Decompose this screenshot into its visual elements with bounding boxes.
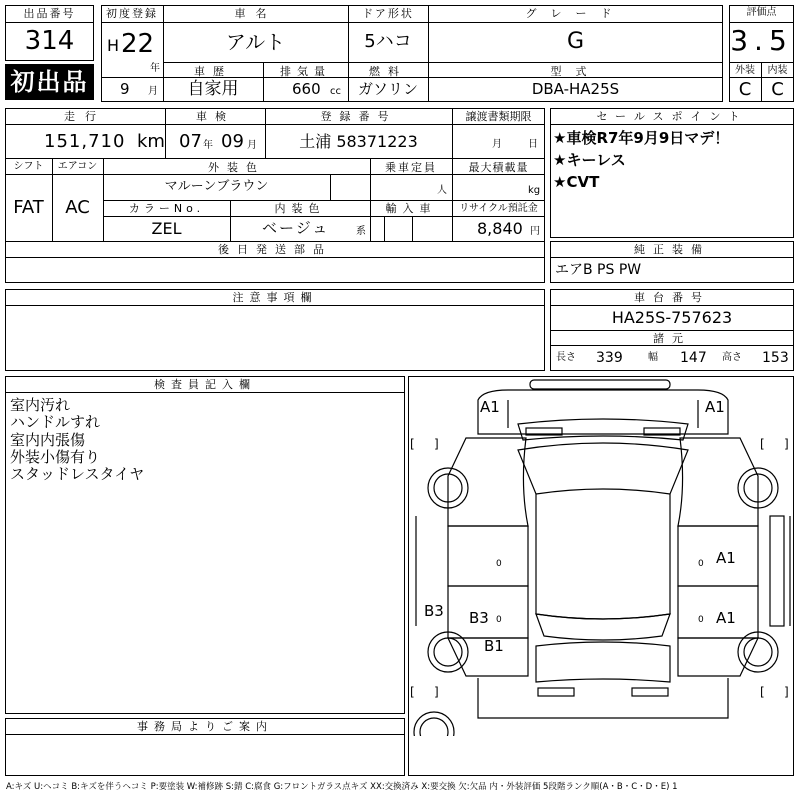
transfer-deadline-label: 譲渡書類期限 bbox=[465, 110, 532, 123]
score-label: 評価点 bbox=[746, 7, 777, 18]
svg-text:0: 0 bbox=[496, 615, 502, 625]
svg-text:0: 0 bbox=[698, 615, 704, 625]
chassis-number: HA25S-757623 bbox=[611, 308, 733, 327]
recycle-fee: 8,840 bbox=[477, 219, 523, 238]
svg-text:]: ] bbox=[784, 437, 789, 451]
height-label: 高さ bbox=[722, 352, 742, 363]
mileage-label: 走行 bbox=[64, 110, 106, 123]
history-label: 車歴 bbox=[194, 65, 232, 78]
grade: G bbox=[566, 29, 585, 54]
import-label: 輸入車 bbox=[385, 202, 437, 215]
registration-month: 9 bbox=[120, 80, 130, 98]
ac-label: エアコン bbox=[57, 161, 98, 172]
year-unit: 年 bbox=[150, 63, 160, 74]
inspector-notes bbox=[10, 397, 144, 483]
height: 153 bbox=[762, 350, 789, 366]
car-name: アルト bbox=[225, 30, 286, 54]
inspector-note: 室内内張傷 bbox=[10, 430, 86, 449]
plate-label: 登録番号 bbox=[320, 110, 397, 123]
score: 3.5 bbox=[730, 24, 793, 57]
fuel: ガソリン bbox=[357, 80, 418, 98]
sales-point-1: ★車検R7年9月9日マデ！ bbox=[553, 129, 730, 147]
width: 147 bbox=[680, 350, 707, 366]
damage-mark: A1 bbox=[705, 398, 725, 416]
capacity-label: 乗車定員 bbox=[385, 161, 437, 174]
sales-points-label: セールスポイント bbox=[596, 110, 748, 123]
inspector-note: 室内汚れ bbox=[10, 396, 71, 414]
transfer-day-unit: 日 bbox=[528, 139, 538, 150]
chassis-number-label: 車台番号 bbox=[634, 291, 710, 304]
first-registration-label: 初度登録 bbox=[106, 7, 158, 20]
interior-grade: C bbox=[771, 79, 784, 100]
lot-number: 314 bbox=[24, 26, 75, 56]
capacity-unit: 人 bbox=[437, 185, 447, 196]
svg-text:[: [ bbox=[410, 685, 415, 699]
svg-text:]: ] bbox=[434, 685, 439, 699]
damage-mark: B3 bbox=[469, 609, 489, 627]
inspection-year: 07 bbox=[179, 131, 202, 152]
svg-text:0: 0 bbox=[698, 559, 704, 569]
damage-mark: A1 bbox=[716, 609, 736, 627]
displacement-unit: cc bbox=[330, 86, 341, 97]
color-no-label: カラーNo. bbox=[128, 202, 205, 215]
diagram-frame bbox=[408, 376, 794, 776]
door-type: 5ハコ bbox=[364, 31, 412, 52]
exterior-color-label: 外装色 bbox=[208, 161, 265, 174]
svg-text:]: ] bbox=[784, 685, 789, 699]
recycle-fee-unit: 円 bbox=[530, 226, 540, 237]
model-code: DBA-HA25S bbox=[531, 80, 620, 98]
damage-mark: A1 bbox=[716, 549, 736, 567]
era-letter: H bbox=[107, 36, 120, 55]
exterior-label: 外装 bbox=[735, 65, 755, 76]
length-label: 長さ bbox=[556, 352, 576, 363]
exterior-grade: C bbox=[738, 79, 752, 100]
transfer-month-unit: 月 bbox=[492, 139, 502, 150]
interior-color-label: 内装色 bbox=[274, 202, 326, 215]
notes-label: 注意事項欄 bbox=[232, 291, 318, 304]
inspection-month: 09 bbox=[221, 131, 244, 152]
mileage: 151,710 bbox=[44, 131, 126, 152]
ac: AC bbox=[65, 197, 90, 218]
interior-label: 内装 bbox=[767, 65, 788, 76]
inspector-note: スタッドレスタイヤ bbox=[10, 465, 145, 483]
damage-mark: B3 bbox=[424, 602, 444, 620]
shift: FAT bbox=[13, 197, 44, 218]
svg-text:[: [ bbox=[410, 437, 415, 451]
model-code-label: 型式 bbox=[550, 65, 601, 78]
later-parts-label: 後日発送部品 bbox=[218, 243, 332, 256]
door-type-label: ドア形状 bbox=[362, 7, 414, 20]
history: 自家用 bbox=[187, 79, 239, 99]
displacement: 660 bbox=[292, 80, 321, 98]
lot-number-label: 出品番号 bbox=[23, 7, 76, 20]
fuel-label: 燃料 bbox=[369, 65, 407, 78]
svg-text:[: [ bbox=[760, 437, 765, 451]
first-listing-badge: 初出品 bbox=[5, 64, 94, 100]
equipment-label: 純正装備 bbox=[634, 243, 710, 256]
car-name-label: 車名 bbox=[234, 7, 277, 20]
color-no: ZEL bbox=[151, 219, 182, 238]
sales-point-3: ★CVT bbox=[553, 173, 600, 191]
inspection-month-unit: 月 bbox=[247, 140, 257, 151]
month-unit: 月 bbox=[148, 86, 158, 97]
damage-mark: B1 bbox=[484, 637, 504, 655]
inspection-year-unit: 年 bbox=[203, 140, 213, 151]
sales-point-2: ★キーレス bbox=[553, 151, 626, 169]
interior-color-suffix: 系 bbox=[356, 226, 366, 237]
svg-text:]: ] bbox=[434, 437, 439, 451]
grade-label: グレード bbox=[525, 7, 626, 20]
legend: A:キズ U:ヘコミ B:キズを伴うヘコミ P:要塗装 W:補修跡 S:錆 C:腐食 G:フロントガラス点キズ XX:交換済み X:要交換 欠:欠品 内・外装評価 5段階ランク順(A・B・C・D・E) 1 bbox=[6, 782, 678, 792]
plate-number: 土浦 58371223 bbox=[299, 132, 418, 151]
specs-label: 諸元 bbox=[653, 332, 691, 345]
damage-mark: A1 bbox=[480, 398, 500, 416]
equipment-list: エアB PS PW bbox=[555, 262, 642, 278]
width-label: 幅 bbox=[648, 352, 658, 363]
inspection-label: 車検 bbox=[196, 110, 234, 123]
length: 339 bbox=[596, 350, 623, 366]
mileage-unit: km bbox=[137, 131, 165, 152]
interior-color: ベージュ bbox=[262, 219, 330, 237]
displacement-label: 排気量 bbox=[280, 65, 331, 78]
inspector-note: 外装小傷有り bbox=[10, 447, 101, 466]
shift-label: シフト bbox=[13, 161, 44, 172]
max-load-label: 最大積載量 bbox=[468, 161, 529, 174]
exterior-color: マルーンブラウン bbox=[164, 179, 269, 194]
recycle-fee-label: リサイクル預託金 bbox=[459, 203, 538, 214]
inspector-note: ハンドルすれ bbox=[10, 413, 101, 432]
registration-year: 22 bbox=[121, 29, 155, 59]
svg-text:[: [ bbox=[760, 685, 765, 699]
inspector-label: 検査員記入欄 bbox=[154, 378, 256, 391]
office-label: 事務局よりご案内 bbox=[137, 720, 273, 733]
svg-text:0: 0 bbox=[496, 559, 502, 569]
max-load-unit: kg bbox=[528, 185, 541, 196]
